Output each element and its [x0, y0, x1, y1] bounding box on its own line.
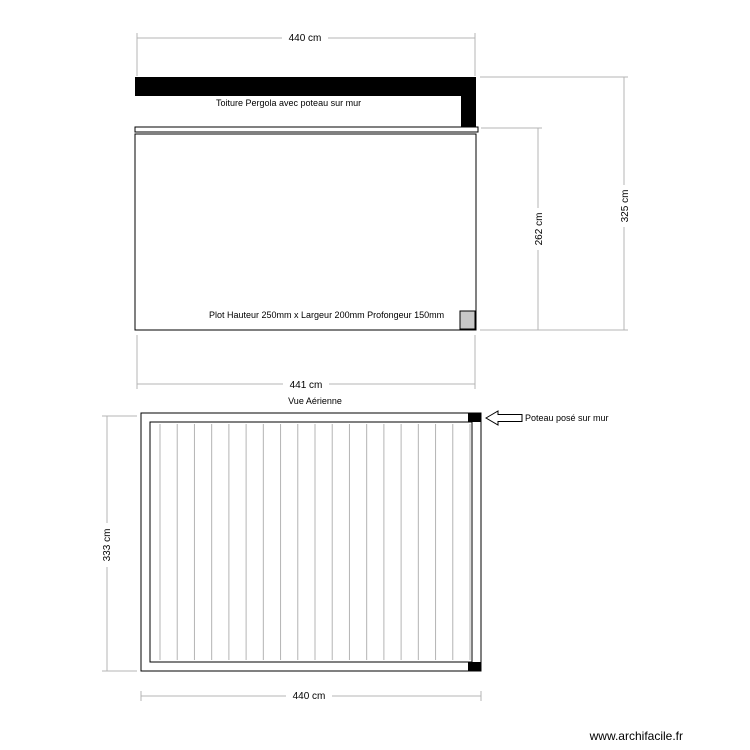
- post-top: [468, 413, 481, 422]
- aerial-frame: [141, 413, 481, 671]
- aerial-view-title: Vue Aérienne: [288, 396, 342, 406]
- dimension-aerial-width: [141, 689, 481, 703]
- gutter: [135, 127, 478, 132]
- plot-block: [460, 311, 475, 329]
- dimension-aerial-height: [99, 416, 137, 671]
- dimension-bottom-width: [137, 335, 475, 391]
- post-annotation: [486, 411, 609, 425]
- arrow-left-icon: [486, 411, 522, 425]
- dimension-outer-height-label: 325 cm: [620, 189, 631, 223]
- dimension-aerial-width-label: 440 cm: [292, 691, 326, 702]
- watermark: www.archifacile.fr: [589, 729, 683, 743]
- dimension-outer-height: [480, 77, 631, 330]
- wall-elevation: [135, 134, 476, 330]
- dimension-inner-height: [481, 128, 545, 330]
- dimension-top-width-label: 440 cm: [288, 33, 322, 44]
- post-bottom: [468, 662, 481, 671]
- dimension-top-width: [137, 31, 475, 76]
- dimension-bottom-width-label: 441 cm: [289, 380, 323, 391]
- dimension-aerial-height-label: 333 cm: [102, 528, 113, 562]
- plot-label: Plot Hauteur 250mm x Largeur 200mm Profongeur 150mm: [209, 310, 445, 320]
- roof-label: Toiture Pergola avec poteau sur mur: [216, 98, 362, 108]
- dimension-inner-height-label: 262 cm: [534, 212, 545, 246]
- post-label: Poteau posé sur mur: [525, 413, 609, 423]
- pergola-roof: [135, 77, 476, 129]
